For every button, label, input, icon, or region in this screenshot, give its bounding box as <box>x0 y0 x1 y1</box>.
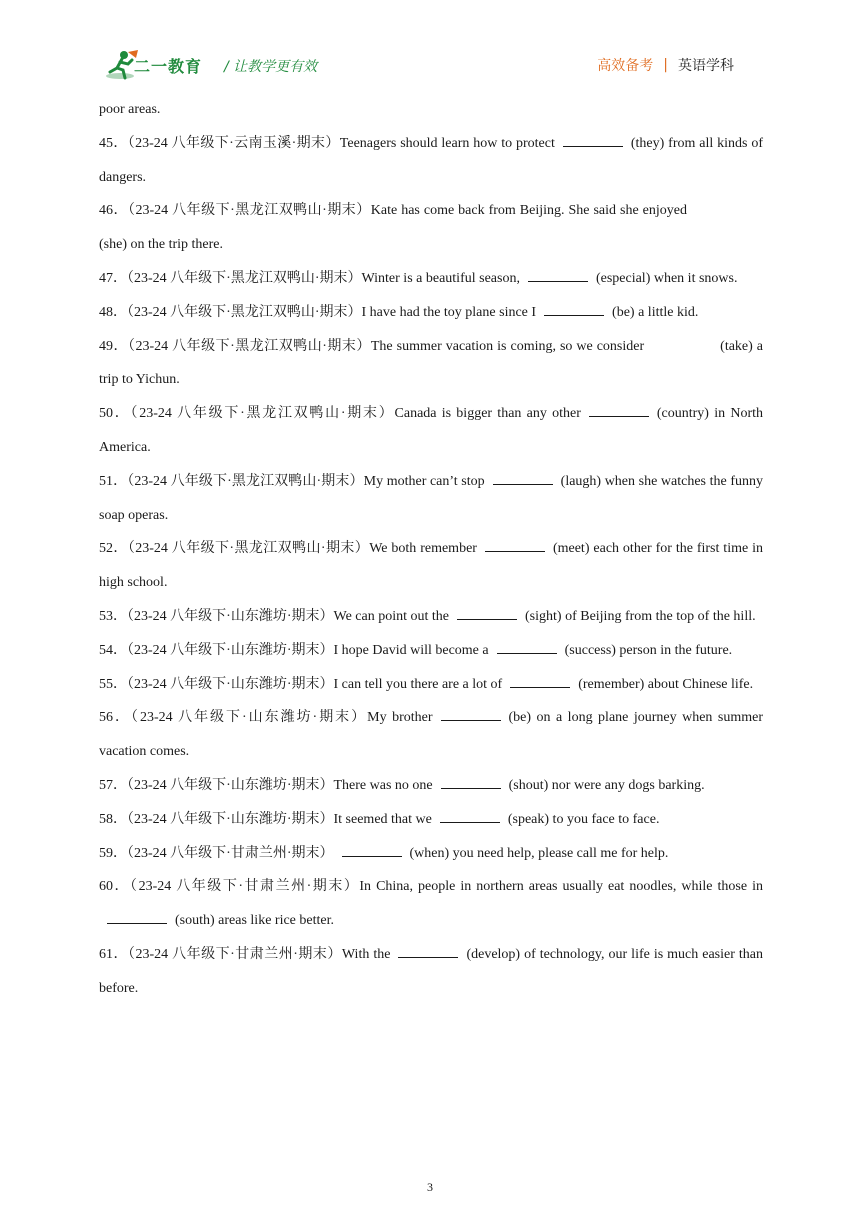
answer-blank[interactable] <box>440 808 500 823</box>
question-item <box>99 668 763 702</box>
question-text-after: (be) a little kid. <box>612 304 699 320</box>
question-item <box>99 870 763 938</box>
brand-slogan: / 让教学更有效 <box>224 59 318 75</box>
answer-blank[interactable] <box>485 537 545 552</box>
question-number: 47． <box>99 270 127 286</box>
answer-blank[interactable] <box>528 267 588 282</box>
question-source: （23-24 八年级下·山东潍坊·期末） <box>127 676 334 692</box>
question-item <box>99 600 763 634</box>
question-source: （23-24 八年级下·黑龙江双鸭山·期末） <box>128 338 371 354</box>
question-text-after: (when) you need help, please call me for help. <box>409 845 669 861</box>
question-source: （23-24 八年级下·黑龙江双鸭山·期末） <box>127 203 371 219</box>
question-text-after: (she) on the trip there. <box>99 237 224 253</box>
question-number: 50． <box>99 406 131 422</box>
question-source: （23-24 八年级下·黑龙江双鸭山·期末） <box>127 270 362 286</box>
question-item <box>99 127 763 195</box>
question-item <box>99 330 763 398</box>
question-list <box>99 93 763 1006</box>
question-text-after: (remember) about Chinese life. <box>578 676 754 692</box>
question-item <box>99 532 763 600</box>
answer-blank[interactable] <box>563 132 623 147</box>
question-number: 58． <box>99 811 127 827</box>
question-item <box>99 397 763 465</box>
question-text-before: I can tell you there are a lot of <box>333 676 503 692</box>
question-text-before: We both remember <box>369 541 477 557</box>
question-text-before: My brother <box>367 710 433 726</box>
question-source: （23-24 八年级下·黑龙江双鸭山·期末） <box>127 473 364 489</box>
question-text-after: (south) areas like rice better. <box>175 913 334 929</box>
question-number: 57． <box>99 777 127 793</box>
answer-blank[interactable] <box>544 301 604 316</box>
question-source: （23-24 八年级下·甘肃兰州·期末） <box>127 845 334 861</box>
question-source: （23-24 八年级下·黑龙江双鸭山·期末） <box>127 541 370 557</box>
answer-blank[interactable] <box>589 402 649 417</box>
header-tag-subject: 英语学科 <box>678 58 734 74</box>
question-text-before: Winter is a beautiful season, <box>361 270 520 286</box>
answer-blank[interactable] <box>695 200 755 214</box>
question-text-after: (shout) nor were any dogs barking. <box>508 777 705 793</box>
answer-blank[interactable] <box>510 673 570 688</box>
question-number: 45． <box>99 135 128 151</box>
continued-line: poor areas. <box>99 102 161 117</box>
question-source: （23-24 八年级下·黑龙江双鸭山·期末） <box>130 406 395 422</box>
question-number: 59． <box>99 845 127 861</box>
question-text-before: In China, people in northern areas usually eat noodles, while those in <box>359 879 763 895</box>
question-text-before: My mother can’t stop <box>363 473 485 489</box>
question-number: 49． <box>99 338 128 354</box>
question-number: 61． <box>99 946 128 962</box>
question-number: 54． <box>99 642 127 658</box>
question-text-before: The summer vacation is coming, so we consider <box>370 338 645 354</box>
question-text-after: (especial) when it snows. <box>595 270 738 286</box>
question-text-after: (sight) of Beijing from the top of the hill. <box>525 608 756 624</box>
header-tags <box>597 55 734 75</box>
question-item <box>99 634 763 668</box>
answer-blank[interactable] <box>441 774 501 789</box>
page-number: 3 <box>427 1180 433 1194</box>
answer-blank[interactable] <box>342 842 402 857</box>
header-separator: | <box>663 57 668 73</box>
header-tag-exam: 高效备考 <box>597 58 654 74</box>
question-source: （23-24 八年级下·山东潍坊·期末） <box>127 642 334 658</box>
question-text-after: (success) person in the future. <box>564 642 733 658</box>
answer-blank[interactable] <box>493 470 553 485</box>
question-text-before: We can point out the <box>333 608 450 624</box>
question-item <box>99 769 763 803</box>
question-text-after: (speak) to you face to face. <box>507 811 660 827</box>
question-text-after: (take) a trip to Yichun. <box>99 338 764 388</box>
question-item <box>99 803 763 837</box>
question-source: （23-24 八年级下·山东潍坊·期末） <box>127 777 334 793</box>
page-header <box>0 0 860 90</box>
question-text-after: (country) in North America. <box>99 406 763 455</box>
question-number: 46． <box>99 203 128 219</box>
question-item <box>99 701 763 769</box>
question-text-after: (meet) each other for the first time in high school. <box>99 541 763 591</box>
answer-blank[interactable] <box>457 605 517 620</box>
questions <box>99 127 763 1006</box>
question-source: （23-24 八年级下·黑龙江双鸭山·期末） <box>127 304 362 320</box>
question-source: （23-24 八年级下·山东潍坊·期末） <box>127 811 334 827</box>
question-text-after: (develop) of technology, our life is much easier than before. <box>99 946 763 996</box>
question-text-before: There was no one <box>333 777 433 793</box>
question-number: 55． <box>99 676 127 692</box>
question-source: （23-24 八年级下·云南玉溪·期末） <box>127 135 340 151</box>
question-item <box>99 938 763 1006</box>
question-number: 48． <box>99 304 127 320</box>
question-source: （23-24 八年级下·甘肃兰州·期末） <box>130 879 360 895</box>
question-text-before: I have had the toy plane since I <box>361 304 537 320</box>
question-text-after: (laugh) when she watches the funny soap operas. <box>99 473 763 523</box>
question-item <box>99 296 763 330</box>
question-source: （23-24 八年级下·山东潍坊·期末） <box>127 608 334 624</box>
question-text-after: (they) from all kinds of dangers. <box>99 135 763 185</box>
answer-blank[interactable] <box>441 706 501 721</box>
question-text-before: Kate has come back from Beijing. She said she enjoyed <box>370 203 687 219</box>
question-item <box>99 465 763 533</box>
question-item <box>99 262 763 296</box>
question-source: （23-24 八年级下·甘肃兰州·期末） <box>128 946 342 962</box>
question-number: 56． <box>99 710 131 726</box>
question-text-after: (be) on a long plane journey when summer vacation comes. <box>99 710 763 760</box>
question-text-before: It seemed that we <box>333 811 432 827</box>
answer-blank[interactable] <box>652 336 712 350</box>
question-text-before: With the <box>341 946 391 962</box>
brand-name: 二一教育 <box>134 57 203 76</box>
answer-blank[interactable] <box>497 639 557 654</box>
answer-blank[interactable] <box>398 943 458 958</box>
question-number: 52． <box>99 541 128 557</box>
question-text-before: Canada is bigger than any other <box>394 406 581 422</box>
question-text-before: Teenagers should learn how to protect <box>339 135 555 151</box>
question-text-before: I hope David will become a <box>333 642 489 658</box>
question-item <box>99 837 763 871</box>
question-number: 51． <box>99 473 128 489</box>
question-source: （23-24 八年级下·山东潍坊·期末） <box>130 710 368 726</box>
question-number: 60． <box>99 879 131 895</box>
question-number: 53． <box>99 608 127 624</box>
answer-blank[interactable] <box>107 909 167 924</box>
question-item <box>99 194 763 262</box>
